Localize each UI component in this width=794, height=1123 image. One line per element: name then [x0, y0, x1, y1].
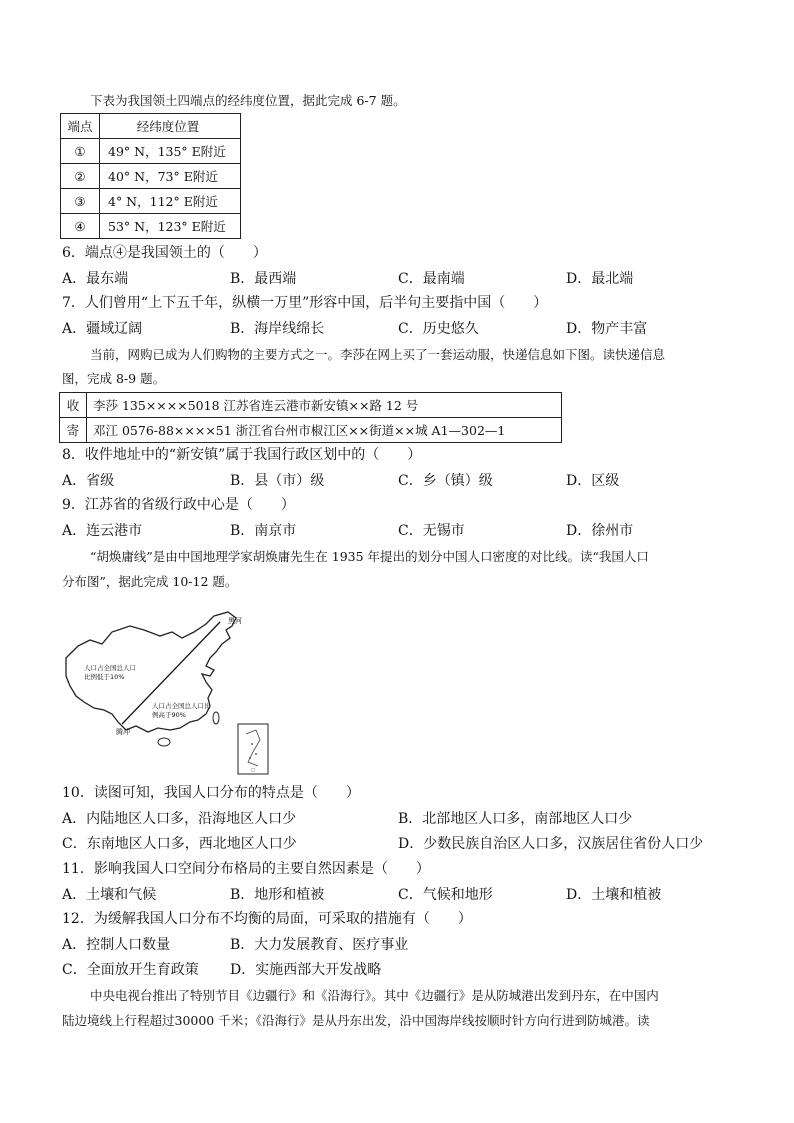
- table-row: [61, 164, 241, 189]
- question-6-stem: 6．端点④是我国领土的（ ）: [62, 245, 267, 261]
- question-8-option-c[interactable]: C．乡（镇）级: [398, 473, 493, 489]
- question-7-option-b[interactable]: B．海岸线绵长: [230, 321, 325, 337]
- table-cell: 40° N，73° E附近: [100, 164, 241, 189]
- sender-key: 寄: [60, 418, 87, 443]
- question-12-option-b[interactable]: B．大力发展教育、医疗事业: [230, 937, 409, 953]
- table-header-cell: 经纬度位置: [100, 114, 241, 139]
- question-11-option-b[interactable]: B．地形和植被: [230, 887, 325, 903]
- question-11-option-c[interactable]: C．气候和地形: [398, 887, 493, 903]
- question-10-option-b[interactable]: B．北部地区人口多，南部地区人口少: [398, 811, 633, 827]
- table-cell: 49° N，135° E附近: [100, 139, 241, 164]
- table-cell: ③: [61, 189, 100, 214]
- intro-8-9-line2: 图，完成 8-9 题。: [62, 371, 166, 386]
- table-cell: 4° N，112° E附近: [100, 189, 241, 214]
- hainan-island: [158, 738, 170, 746]
- table-header-cell: 端点: [61, 114, 100, 139]
- question-11-option-d[interactable]: D．土壤和植被: [566, 887, 662, 903]
- label-east-population: 人口占全国总人口比例高于90%: [152, 702, 211, 719]
- population-distribution-map: [60, 610, 280, 784]
- question-9-option-d[interactable]: D．徐州市: [566, 523, 634, 539]
- table-row: [60, 393, 562, 418]
- question-6-option-d[interactable]: D．最北端: [566, 271, 634, 287]
- question-8-stem: 8．收件地址中的“新安镇”属于我国行政区划中的（ ）: [62, 447, 422, 463]
- question-11-option-a[interactable]: A．土壤和气候: [62, 887, 157, 903]
- table-cell: ②: [61, 164, 100, 189]
- question-9-option-c[interactable]: C．无锡市: [398, 523, 465, 539]
- question-10-option-a[interactable]: A．内陆地区人口多，沿海地区人口少: [62, 811, 297, 827]
- table-cell: ①: [61, 139, 100, 164]
- question-7-option-d[interactable]: D．物产丰富: [566, 321, 648, 337]
- table-row: [61, 214, 241, 239]
- question-6-option-c[interactable]: C．最南端: [398, 271, 465, 287]
- question-11-stem: 11．影响我国人口空间分布格局的主要自然因素是（ ）: [62, 861, 430, 877]
- svg-text:□: □: [251, 767, 255, 772]
- question-7-stem: 7．人们曾用“上下五千年，纵横一万里”形容中国，后半句主要指中国（ ）: [62, 295, 548, 311]
- table-cell: 53° N，123° E附近: [100, 214, 241, 239]
- question-7-option-c[interactable]: C．历史悠久: [398, 321, 479, 337]
- label-tengchong: 腾冲: [116, 728, 130, 736]
- table-row: [61, 189, 241, 214]
- question-10-stem: 10．读图可知，我国人口分布的特点是（ ）: [62, 785, 360, 801]
- recipient-value: 李莎 135××××5018 江苏省连云港市新安镇××路 12 号: [87, 393, 562, 418]
- question-6-option-b[interactable]: B．最西端: [230, 271, 297, 287]
- intro-10-12-line2: 分布图”，据此完成 10-12 题。: [62, 574, 238, 589]
- question-10-option-d[interactable]: D．少数民族自治区人口多，汉族居住省份人口少: [398, 836, 704, 852]
- question-8-option-b[interactable]: B．县（市）级: [230, 473, 325, 489]
- china-map-image: [60, 610, 280, 780]
- label-heihe: 黑河: [228, 617, 242, 625]
- question-9-option-b[interactable]: B．南京市: [230, 523, 297, 539]
- label-west-population: 人口占全国总人口比例低于10%: [84, 664, 136, 681]
- question-8-option-d[interactable]: D．区级: [566, 473, 620, 489]
- taiwan-island: [213, 712, 219, 724]
- table-header-row: [61, 114, 241, 139]
- question-8-option-a[interactable]: A．省级: [62, 473, 115, 489]
- question-6-option-a[interactable]: A．最东端: [62, 271, 129, 287]
- question-10-option-c[interactable]: C．东南地区人口多，西北地区人口少: [62, 836, 297, 852]
- table-cell: ④: [61, 214, 100, 239]
- intro-last-line2: 陆边境线上行程超过30000 千米；《沿海行》是从丹东出发，沿中国海岸线按顺时针方向行进到防城港。读: [62, 1013, 650, 1028]
- table-row: [60, 418, 562, 443]
- recipient-key: 收: [60, 393, 87, 418]
- coordinate-table: [60, 113, 241, 239]
- question-12-option-d[interactable]: D．实施西部大开发战略: [230, 962, 382, 978]
- table-row: [61, 139, 241, 164]
- intro-6-7: 下表为我国领土四端点的经纬度位置，据此完成 6-7 题。: [90, 93, 406, 108]
- intro-10-12-line1: “胡焕庸线”是由中国地理学家胡焕庸先生在 1935 年提出的划分中国人口密度的对比线。读“我国人口: [90, 549, 649, 564]
- question-12-option-a[interactable]: A．控制人口数量: [62, 937, 171, 953]
- parcel-info-table: [59, 392, 562, 443]
- intro-8-9-line1: 当前，网购已成为人们购物的主要方式之一。李莎在网上买了一套运动服，快递信息如下图。读快递信息: [90, 347, 666, 362]
- sender-value: 邓江 0576-88××××51 浙江省台州市椒江区××街道××城 A1—302—1: [87, 418, 562, 443]
- intro-last-line1: 中央电视台推出了特别节目《边疆行》和《沿海行》。其中《边疆行》是从防城港出发到丹东，在中国内: [90, 988, 659, 1003]
- question-9-stem: 9．江苏省的省级行政中心是（ ）: [62, 497, 295, 513]
- question-12-stem: 12．为缓解我国人口分布不均衡的局面，可采取的措施有（ ）: [62, 911, 472, 927]
- question-9-option-a[interactable]: A．连云港市: [62, 523, 143, 539]
- question-7-option-a[interactable]: A．疆域辽阔: [62, 321, 143, 337]
- question-12-option-c[interactable]: C．全面放开生育政策: [62, 962, 199, 978]
